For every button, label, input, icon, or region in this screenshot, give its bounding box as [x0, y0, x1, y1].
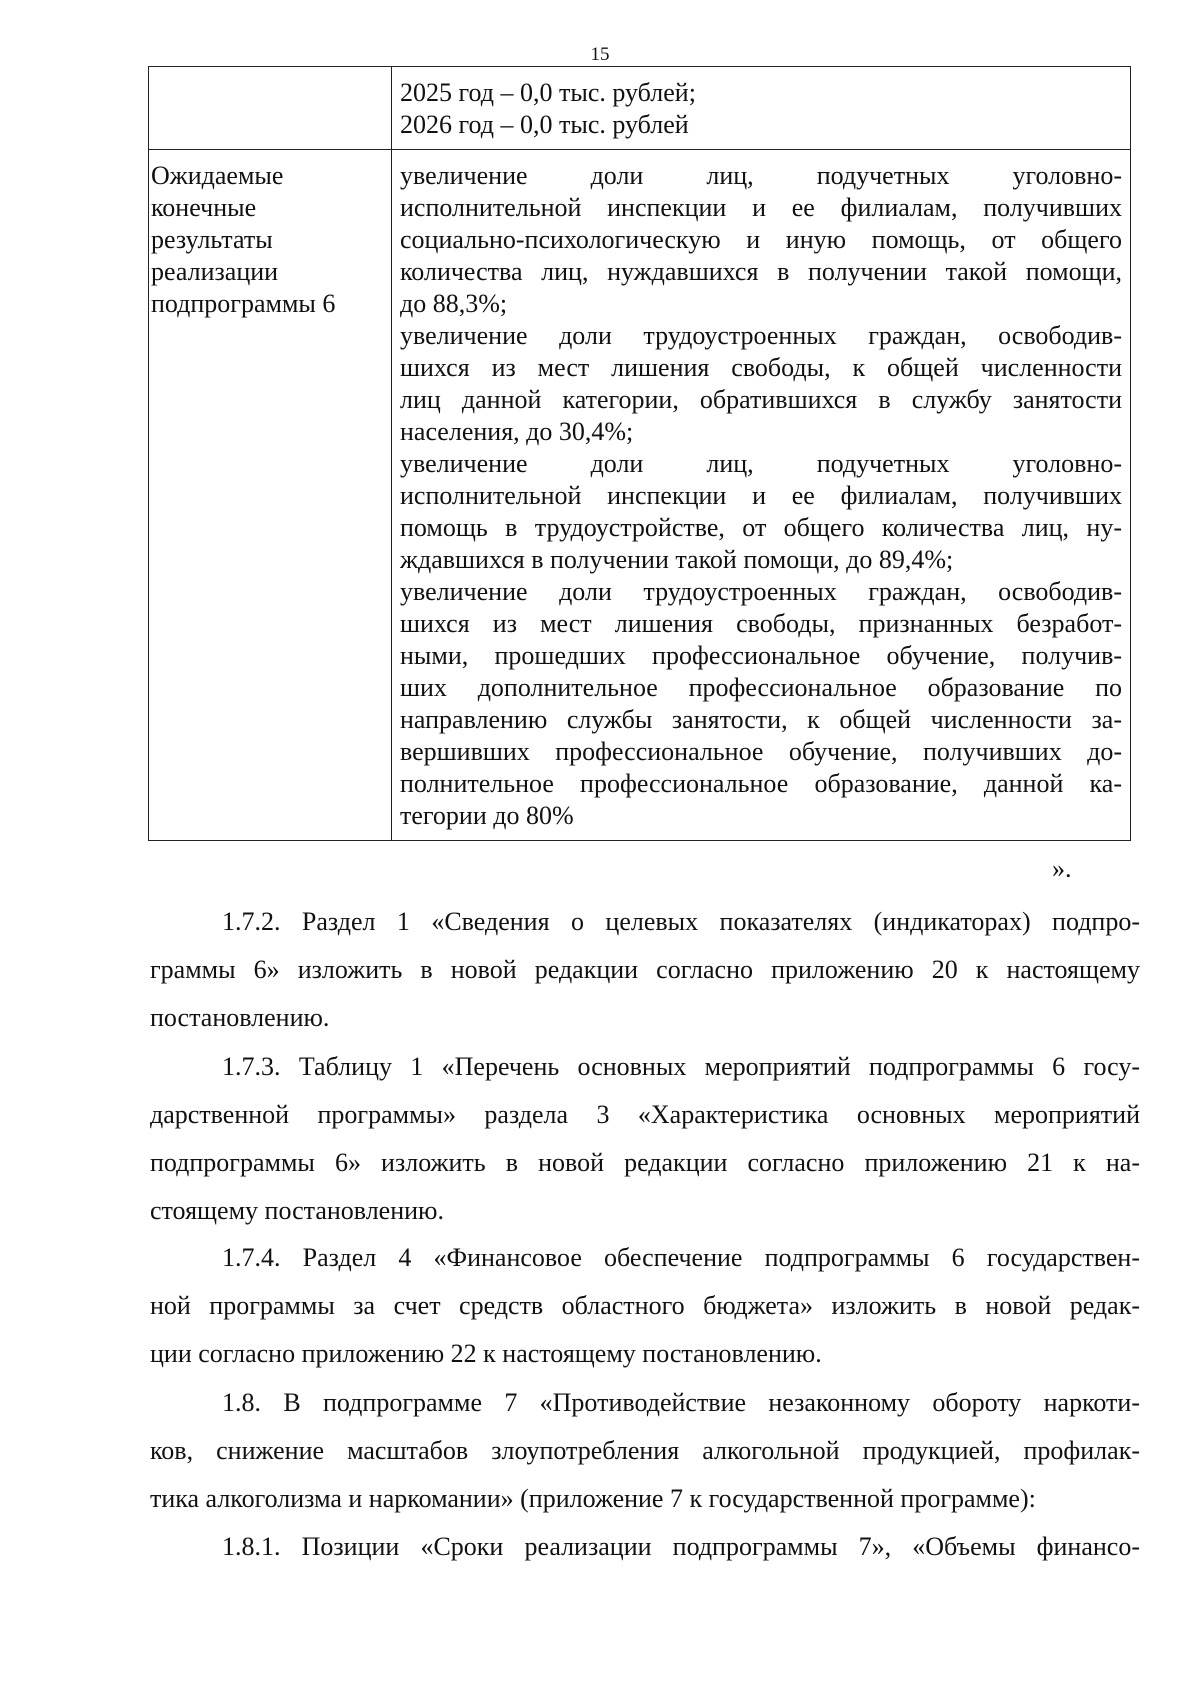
- label-line: конечные: [151, 193, 257, 222]
- result-line: лиц данной категории, обратившихся в службу занятости: [400, 385, 1122, 414]
- result-line: ших дополнительное профессиональное образование по: [400, 673, 1122, 702]
- result-line: шихся из мест лишения свободы, признанных безработ-: [400, 609, 1122, 638]
- result-line: увеличение доли лиц, подучетных уголовно-: [400, 161, 1122, 190]
- paragraph-line: 1.7.2. Раздел 1 «Сведения о целевых показателях (индикаторах) подпро-: [222, 907, 1140, 936]
- funding-years-cell: [392, 67, 1131, 150]
- label-line: подпрограммы 6: [151, 289, 336, 318]
- result-line: социально-психологическую и иную помощь, от общего: [400, 225, 1122, 254]
- paragraph-line: дарственной программы» раздела 3 «Характеристика основных мероприятий: [150, 1100, 1140, 1129]
- result-line: полнительное профессиональное образование, данной ка-: [400, 769, 1122, 798]
- paragraph-line: стоящему постановлению.: [150, 1196, 444, 1225]
- paragraph-line: ной программы за счет средств областного бюджета» изложить в новой редак-: [150, 1291, 1140, 1320]
- result-line: вершивших профессиональное обучение, получивших до-: [400, 737, 1122, 766]
- result-line: направлению службы занятости, к общей численности за-: [400, 705, 1122, 734]
- funding-line: 2026 год – 0,0 тыс. рублей: [400, 110, 689, 139]
- paragraph-1-7-2: [150, 898, 1140, 1042]
- paragraph-1-8: [150, 1379, 1140, 1523]
- result-line: населения, до 30,4%;: [400, 417, 634, 446]
- paragraph-line: 1.8.1. Позиции «Сроки реализации подпрограммы 7», «Объемы финансо-: [222, 1532, 1140, 1561]
- expected-results-label: [149, 150, 392, 841]
- result-line: увеличение доли трудоустроенных граждан, освободив-: [400, 577, 1122, 606]
- paragraph-1-7-4: [150, 1234, 1140, 1378]
- table-row-expected-results: [149, 150, 1131, 841]
- paragraph-1-7-3: [150, 1043, 1140, 1235]
- result-line: шихся из мест лишения свободы, к общей численности: [400, 353, 1122, 382]
- paragraph-line: 1.8. В подпрограмме 7 «Противодействие незаконному обороту наркоти-: [222, 1388, 1140, 1417]
- page-number: 15: [590, 44, 610, 65]
- result-line: количества лиц, нуждавшихся в получении такой помощи,: [400, 257, 1122, 286]
- paragraph-line: постановлению.: [150, 1003, 330, 1032]
- result-line: исполнительной инспекции и ее филиалам, получивших: [400, 481, 1122, 510]
- expected-results-content: [392, 150, 1131, 841]
- result-line: увеличение доли трудоустроенных граждан, освободив-: [400, 321, 1122, 350]
- paragraph-line: 1.7.4. Раздел 4 «Финансовое обеспечение подпрограммы 6 государствен-: [222, 1243, 1140, 1272]
- result-line: исполнительной инспекции и ее филиалам, получивших: [400, 193, 1122, 222]
- closing-quote: ».: [1052, 854, 1072, 883]
- paragraph-line: граммы 6» изложить в новой редакции согласно приложению 20 к настоящему: [150, 955, 1140, 984]
- paragraph-1-8-1: [150, 1523, 1140, 1571]
- paragraph-line: 1.7.3. Таблицу 1 «Перечень основных мероприятий подпрограммы 6 госу-: [222, 1052, 1140, 1081]
- result-line: помощь в трудоустройстве, от общего количества лиц, ну-: [400, 513, 1122, 542]
- table-row-funding: [149, 67, 1131, 150]
- paragraph-line: подпрограммы 6» изложить в новой редакции согласно приложению 21 к на-: [150, 1148, 1140, 1177]
- label-line: результаты: [151, 225, 273, 254]
- paragraph-line: ков, снижение масштабов злоупотребления алкогольной продукцией, профилак-: [150, 1436, 1140, 1465]
- label-line: реализации: [151, 257, 279, 286]
- result-line: до 88,3%;: [400, 289, 508, 318]
- result-line: ждавшихся в получении такой помощи, до 89,4%;: [400, 545, 954, 574]
- label-line: Ожидаемые: [151, 161, 284, 190]
- subprogram-passport-table: [148, 66, 1131, 841]
- funding-line: 2025 год – 0,0 тыс. рублей;: [400, 78, 696, 107]
- paragraph-line: тика алкоголизма и наркомании» (приложение 7 к государственной программе):: [150, 1484, 1036, 1513]
- result-line: увеличение доли лиц, подучетных уголовно-: [400, 449, 1122, 478]
- row-label-empty: [149, 67, 392, 150]
- result-line: тегории до 80%: [400, 801, 574, 830]
- result-line: ными, прошедших профессиональное обучение, получив-: [400, 641, 1122, 670]
- paragraph-line: ции согласно приложению 22 к настоящему постановлению.: [150, 1339, 822, 1368]
